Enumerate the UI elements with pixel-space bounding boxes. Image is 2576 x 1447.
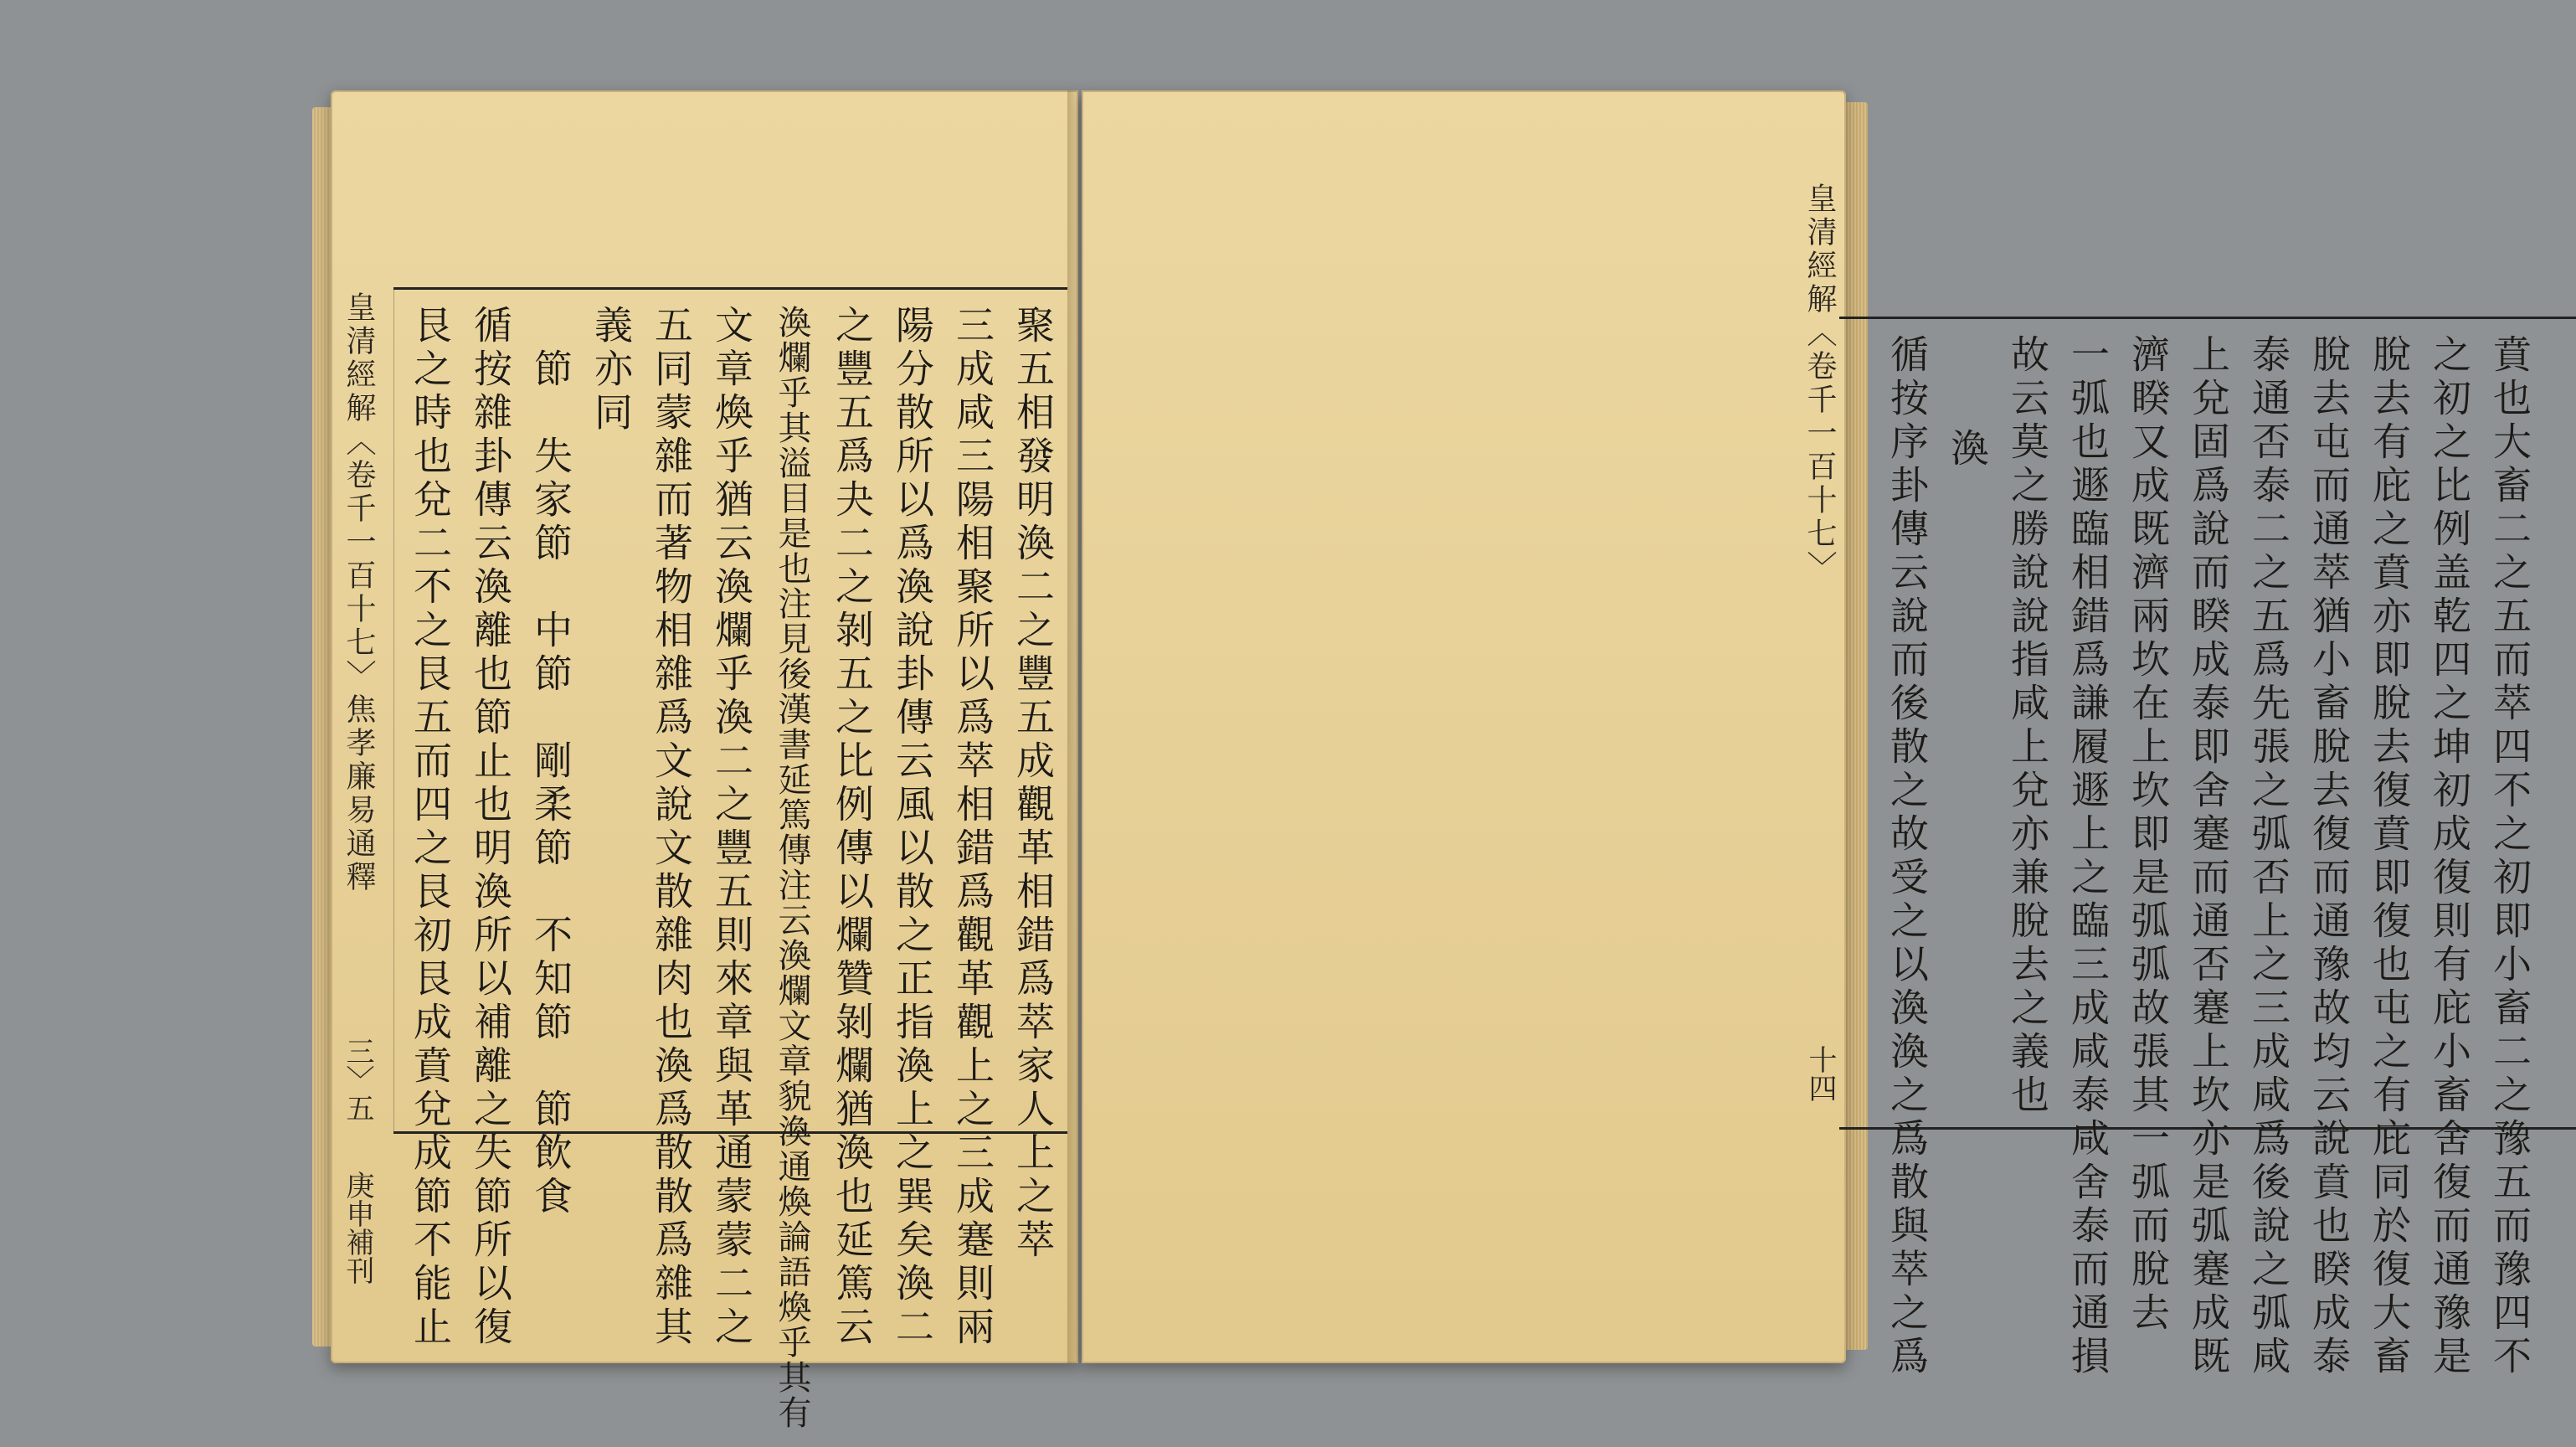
left-column-6: 文章煥乎猶云渙爛乎渙二之豐五則來章與革通蒙蒙二之 [709, 305, 754, 1350]
left-column-3: 陽分散所以爲渙說卦傳云風以散之正指渙上之巽矣渙二 [890, 305, 935, 1350]
right-column-8: 一弧也遯臨相錯爲謙履遯上之臨三成咸泰咸舍泰而通損 [2065, 334, 2111, 1379]
right-column-4: 脫去屯而通萃猶小畜脫去復而通豫故均云說賁也睽成泰 [2306, 334, 2352, 1379]
right-page [1082, 90, 2532, 1379]
left-column-8: 義亦同 [589, 305, 634, 435]
right-column-9: 故云莫之勝說說指咸上兌亦兼脫去之義也 [2005, 334, 2050, 1118]
left-folio: 三〉五 [341, 1037, 374, 1122]
left-text-block [393, 287, 1067, 1430]
left-column-10: 循按雜卦傳云渙離也節止也明渙所以補離之失節所以復 [468, 305, 513, 1350]
right-folio: 十四 [1803, 1045, 1837, 1102]
left-margin-title: 皇清經解〈卷千一百十七〉焦孝廉易通釋 [342, 291, 376, 894]
open-book [331, 90, 2532, 1430]
right-text-block [1839, 317, 2576, 1379]
right-column-10: 渙 [1945, 428, 1990, 471]
right-column-3: 脫去有庇之賁亦即脫去復賁即復也屯之有庇同於復大畜 [2367, 334, 2412, 1379]
left-column-11: 艮之時也兌二不之艮五而四之艮初艮成賁兌成節不能止 [408, 305, 453, 1350]
right-margin-title: 皇清經解〈卷千一百十七〉 [1802, 183, 1837, 584]
left-column-5: 渙爛乎其溢目是也注見後漢書延篤傳注云渙爛文章貌渙通煥論語煥乎其有 [773, 305, 811, 1430]
right-column-6: 上兌固爲說而睽成泰即舍蹇而通否蹇上坎亦是弧蹇成既 [2186, 334, 2231, 1379]
left-column-1: 聚五相發明渙二之豐五成觀革相錯爲萃家人上之萃 [1010, 305, 1056, 1263]
right-column-11: 循按序卦傳云說而後散之故受之以渙渙之爲散與萃之爲 [1884, 334, 1930, 1379]
left-page [331, 90, 1078, 1430]
left-column-9: 節 失家節 中節 剛柔節 不知節 節飲食 [528, 348, 573, 1219]
right-column-5: 泰通否泰二之五爲先張之弧否上之三成咸爲後說之弧咸 [2246, 334, 2291, 1379]
right-column-2: 之初之比例盖乾四之坤初成復則有庇小畜舍復而通豫是 [2427, 334, 2472, 1379]
reprint-note: 庚申補刊 [341, 1171, 374, 1285]
right-column-7: 濟睽又成既濟兩坎在上坎即是弧弧故張其一弧而脫去 [2126, 334, 2171, 1336]
left-column-2: 三成咸三陽相聚所以爲萃相錯爲觀革觀上之三成蹇則兩 [950, 305, 995, 1350]
right-column-1: 賁也大畜二之五而萃四不之初即小畜二之豫五而豫四不 [2487, 334, 2532, 1379]
left-column-7: 五同蒙雜而著物相雜爲文說文散雜肉也渙爲散散爲雜其 [649, 305, 694, 1350]
left-column-4: 之豐五爲夬二之剝五之比例傳以爛贊剝爛猶渙也延篤云 [830, 305, 875, 1350]
